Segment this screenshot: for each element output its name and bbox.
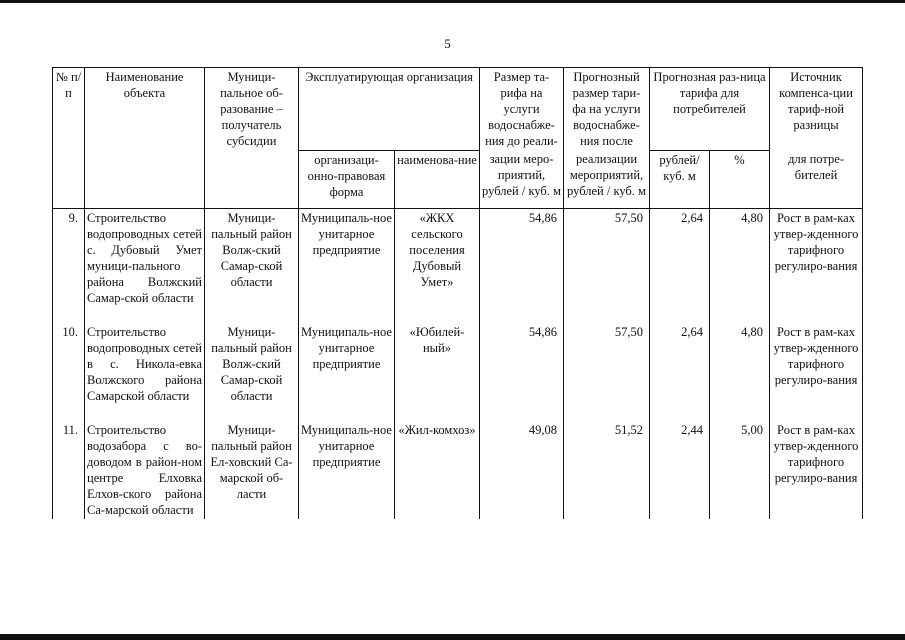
row-number: 10. <box>53 323 85 405</box>
tariff-before: 54,86 <box>480 323 564 405</box>
header-diff-rub: рублей/ куб. м <box>650 150 710 208</box>
header-tariff-before-cont: зации меро-приятий, рублей / куб. м <box>480 150 564 208</box>
org-name: «Жил-комхоз» <box>395 421 480 519</box>
compensation-source: Рост в рам-ках утвер-жденного тарифного регулиро-вания <box>770 208 863 307</box>
org-name: «Юбилей-ный» <box>395 323 480 405</box>
diff-rub: 2,44 <box>650 421 710 519</box>
bottom-rule <box>0 634 905 640</box>
diff-pct: 4,80 <box>710 208 770 307</box>
tariff-after: 51,52 <box>564 421 650 519</box>
table-row <box>53 421 863 519</box>
table-row <box>53 323 863 405</box>
object-name: Строительство водопроводных сетей с. Дубовый Умет муници-пального района Волжский Самар-ской области <box>85 208 205 307</box>
object-name: Строительство водозабора с во-доводом в район-ном центре Елховка Елхов-ского района Са-марской области <box>85 421 205 519</box>
header-operating-org: Эксплуатирующая организация <box>299 68 480 151</box>
municipality: Муници-пальный район Волж-ский Самар-ской области <box>205 208 299 307</box>
org-name: «ЖКХ сельского поселения Дубовый Умет» <box>395 208 480 307</box>
header-num: № п/п <box>53 68 85 209</box>
header-org-legal-form: организаци-онно-правовая форма <box>299 150 395 208</box>
header-tariff-after: Прогнозный размер тари-фа на услуги водоснабже-ния после <box>564 68 650 151</box>
row-number: 11. <box>53 421 85 519</box>
header-tariff-before: Размер та-рифа на услуги водоснабже-ния до реали- <box>480 68 564 151</box>
tariff-before: 49,08 <box>480 421 564 519</box>
header-org-name: наименова-ние <box>395 150 480 208</box>
objects-table <box>52 67 863 519</box>
header-compensation-source: Источник компенса-ции тариф-ной разницы <box>770 68 863 151</box>
org-legal-form: Муниципаль-ное унитарное предприятие <box>299 208 395 307</box>
diff-pct: 5,00 <box>710 421 770 519</box>
tariff-after: 57,50 <box>564 323 650 405</box>
diff-pct: 4,80 <box>710 323 770 405</box>
row-number: 9. <box>53 208 85 307</box>
compensation-source: Рост в рам-ках утвер-жденного тарифного регулиро-вания <box>770 421 863 519</box>
header-tariff-after-cont: реализации мероприятий, рублей / куб. м <box>564 150 650 208</box>
org-legal-form: Муниципаль-ное унитарное предприятие <box>299 421 395 519</box>
header-compensation-source-cont: для потре-бителей <box>770 150 863 208</box>
top-rule <box>0 0 905 3</box>
compensation-source: Рост в рам-ках утвер-жденного тарифного регулиро-вания <box>770 323 863 405</box>
header-object-name: Наименование объекта <box>85 68 205 209</box>
tariff-before: 54,86 <box>480 208 564 307</box>
tariff-after: 57,50 <box>564 208 650 307</box>
diff-rub: 2,64 <box>650 323 710 405</box>
page-number: 5 <box>444 36 451 51</box>
header-diff-pct: % <box>710 150 770 208</box>
municipality: Муници-пальный район Волж-ский Самар-ской области <box>205 323 299 405</box>
header-tariff-difference: Прогнозная раз-ница тарифа для потребителей <box>650 68 770 151</box>
object-name: Строительство водопроводных сетей в с. Никола-евка Волжского района Самарской области <box>85 323 205 405</box>
org-legal-form: Муниципаль-ное унитарное предприятие <box>299 323 395 405</box>
municipality: Муници-пальный район Ел-ховский Са-марской об-ласти <box>205 421 299 519</box>
table-row <box>53 208 863 307</box>
diff-rub: 2,64 <box>650 208 710 307</box>
header-municipality: Муници-пальное об-разование – получатель субсидии <box>205 68 299 209</box>
